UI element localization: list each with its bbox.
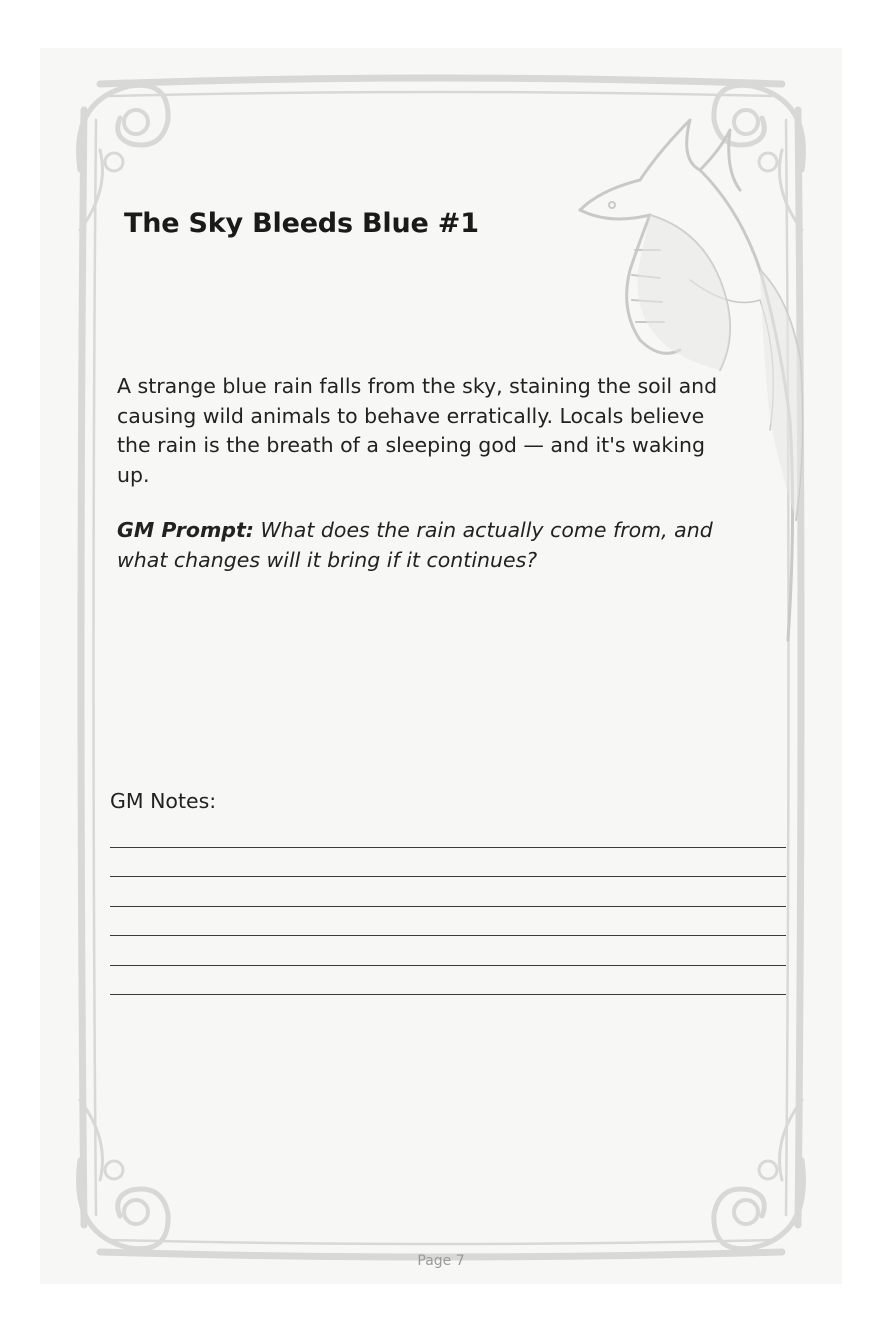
gm-prompt [117,516,757,575]
gm-notes-label: GM Notes: [110,789,217,813]
page-title: The Sky Bleeds Blue #1 [124,208,479,239]
note-line [110,848,786,878]
note-line [110,818,786,848]
note-line [110,877,786,907]
scenario-description: A strange blue rain falls from the sky, staining the soil and causing wild animals to behave erratically. Locals believe the rain is the breath of a sleeping god — and it's waking up. [117,374,718,487]
page-number: Page 7 [417,1253,465,1269]
gm-notes-lines [110,818,786,995]
note-line [110,966,786,996]
gm-prompt-text: What does the rain actually come from, and what changes will it bring if it continues? [117,518,713,572]
note-line [110,907,786,937]
gm-prompt-label: GM Prompt: [117,518,254,542]
note-line [110,936,786,966]
